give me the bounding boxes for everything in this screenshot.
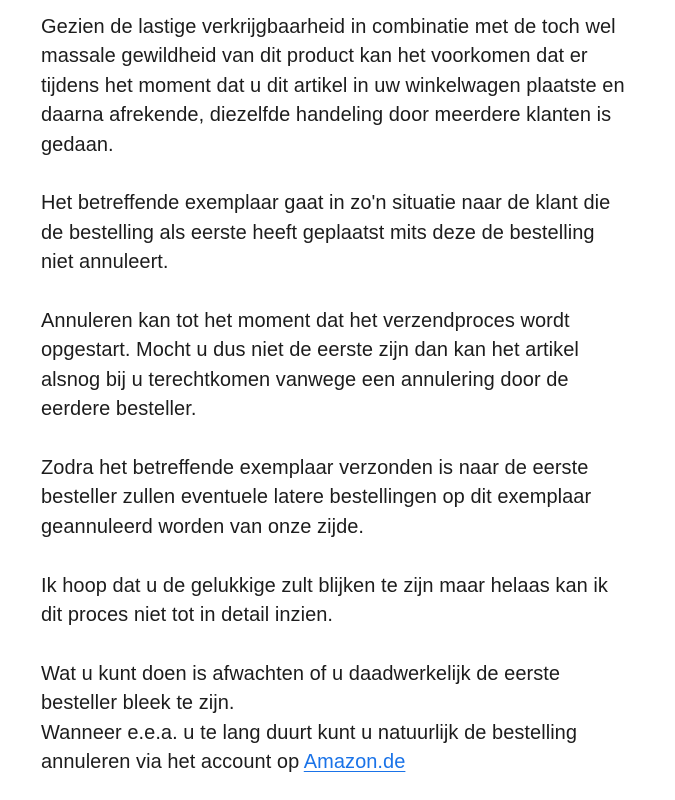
paragraph-shipping: Zodra het betreffende exemplaar verzonden is naar de eerste besteller zullen eventuele latere bestellingen op dit exemplaar geannuleerd worden van onze zijde. bbox=[41, 457, 592, 538]
advice-line-cancel: Wanneer e.e.a. u te lang duurt kunt u natuurlijk de bestelling annuleren via het account op bbox=[41, 721, 578, 774]
paragraph-availability: Gezien de lastige verkrijgbaarheid in combinatie met de toch wel massale gewildheid van dit product kan het voorkomen dat er tijdens het moment dat u dit artikel in uw winkelwagen plaatste en daarna afrekende, diezelfde handeling door meerdere klanten is gedaan. bbox=[41, 16, 625, 156]
paragraph-cancellation: Annuleren kan tot het moment dat het verzendproces wordt opgestart. Mocht u dus niet de eerste zijn dan kan het artikel alsnog bij u terechtkomen vanwege een annulering door de eerdere besteller. bbox=[41, 310, 579, 421]
amazon-link[interactable]: Amazon.de bbox=[303, 751, 406, 774]
paragraph-advice bbox=[41, 660, 631, 778]
advice-line-wait: Wat u kunt doen is afwachten of u daadwerkelijk de eerste besteller bleek te zijn. bbox=[41, 662, 561, 715]
paragraph-hope: Ik hoop dat u de gelukkige zult blijken te zijn maar helaas kan ik dit proces niet tot in detail inzien. bbox=[41, 574, 608, 627]
message-body bbox=[41, 13, 631, 777]
paragraph-first-customer: Het betreffende exemplaar gaat in zo'n situatie naar de klant die de bestelling als eerste heeft geplaatst mits deze de bestelling niet annuleert. bbox=[41, 192, 611, 274]
